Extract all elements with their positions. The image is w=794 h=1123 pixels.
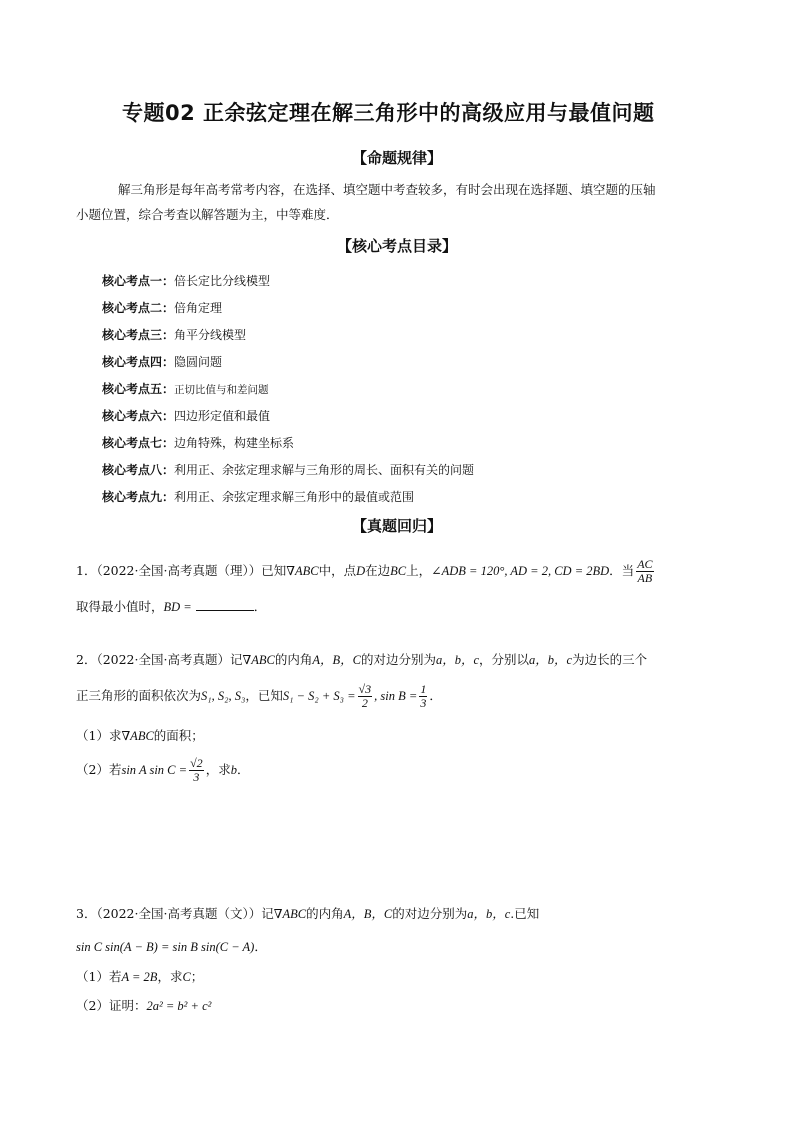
math-var: a，b，c <box>467 907 511 921</box>
catalog-item-label: 核心考点六： <box>102 409 175 423</box>
math-condition: sin A sin C = <box>121 763 188 777</box>
question-text: 的对边分别为 <box>392 906 468 921</box>
question-text: ． <box>429 688 442 703</box>
catalog-item-text: 倍长定比分线模型 <box>174 274 271 288</box>
math-var: C <box>182 970 191 984</box>
math-condition: 2a² = b² + c² <box>146 999 212 1013</box>
question-3-prefix: 3．（2022·全国·高考真题（文））记 <box>76 906 274 921</box>
question-text: 上， <box>406 563 432 578</box>
math-var: a，b，c <box>435 653 480 667</box>
question-2-prefix: 2．（2022·全国·高考真题）记 <box>76 652 243 667</box>
fraction-numerator: √2 <box>190 756 203 770</box>
catalog-item <box>102 407 270 424</box>
math-var: A，B，C <box>343 907 393 921</box>
fraction-denominator: 3 <box>193 770 200 784</box>
question-2-part2 <box>76 757 249 784</box>
math-var: BD = <box>163 600 192 614</box>
triangle-symbol: ∇ABC <box>242 653 275 667</box>
catalog-item-label: 核心考点九： <box>102 490 175 504</box>
fraction-1-3 <box>419 683 427 710</box>
question-text: 正三角形的面积依次为 <box>76 688 202 703</box>
catalog-item <box>102 353 222 370</box>
question-text: .已知 <box>510 906 540 921</box>
catalog-item-label: 核心考点一： <box>102 274 175 288</box>
question-text: ． <box>253 599 267 614</box>
catalog-item-text: 利用正、余弦定理求解三角形中的最值或范围 <box>174 490 415 504</box>
question-text: ，已知 <box>245 688 283 703</box>
fraction-denominator: AB <box>637 571 653 585</box>
catalog-item <box>102 299 222 316</box>
fraction-numerator: AC <box>637 557 653 571</box>
question-text: ． <box>236 762 250 777</box>
catalog-item <box>102 434 294 451</box>
math-var: D <box>356 564 366 578</box>
question-text: 的内角 <box>306 906 344 921</box>
fraction-denominator: 3 <box>420 696 427 710</box>
catalog-item-text: 利用正、余弦定理求解与三角形的周长、面积有关的问题 <box>174 463 475 477</box>
question-2-line1 <box>76 650 647 668</box>
catalog-item-label: 核心考点七： <box>102 436 175 450</box>
rule-paragraph-line2: 小题位置，综合考查以解答题为主，中等难度． <box>76 207 339 222</box>
catalog-item-text: 四边形定值和最值 <box>174 409 271 423</box>
fraction-denominator: 2 <box>361 696 368 710</box>
question-text: 在边 <box>365 563 391 578</box>
catalog-item-text: 倍角定理 <box>174 301 223 315</box>
question-2-part1 <box>76 726 204 744</box>
answer-blank[interactable] <box>196 598 254 611</box>
section-heading-rule: 【命题规律】 <box>351 149 442 167</box>
catalog-item-text: 隐圆问题 <box>174 355 223 369</box>
question-3-part2 <box>76 996 211 1014</box>
question-2-line2 <box>76 683 442 710</box>
question-3-part1 <box>76 967 203 985</box>
question-3-line1 <box>76 904 539 922</box>
math-condition: A = 2B <box>121 970 158 984</box>
question-text: （1）若 <box>76 969 122 984</box>
question-3-line2 <box>76 937 267 955</box>
page-title: 专题02 正余弦定理在解三角形中的高级应用与最值问题 <box>122 101 655 125</box>
question-text: （1）求 <box>76 728 122 743</box>
question-text: ，求 <box>205 762 231 777</box>
catalog-item-text: 边角特殊，构建坐标系 <box>174 436 295 450</box>
rule-paragraph-line1: 解三角形是每年高考常考内容，在选择、填空题中考查较多，有时会出现在选择题、填空题的压轴 <box>118 182 656 197</box>
math-condition: , sin B = <box>374 689 418 703</box>
math-var: S₁, S₂, S₃ <box>201 689 246 703</box>
question-text: 的对边分别为 <box>360 652 436 667</box>
question-1-line2 <box>76 597 266 615</box>
catalog-item-text: 正切比值与和差问题 <box>174 384 269 396</box>
fraction-ac-ab <box>636 558 653 585</box>
catalog-item <box>102 272 270 289</box>
math-var: b <box>230 763 237 777</box>
catalog-item <box>102 461 474 478</box>
question-text: ，分别以 <box>479 652 530 667</box>
fraction-sqrt3-2 <box>358 683 373 710</box>
math-condition: sin C sin(A − B) = sin B sin(C − A) <box>76 940 255 954</box>
section-heading-review: 【真题回归】 <box>351 517 442 535</box>
catalog-item <box>102 380 269 397</box>
catalog-item <box>102 326 246 343</box>
question-text: （2）若 <box>76 762 122 777</box>
question-text: 取得最小值时， <box>76 599 164 614</box>
question-text: ，求 <box>157 969 183 984</box>
question-text: 中，点 <box>318 563 357 578</box>
question-text: （2）证明： <box>76 998 147 1013</box>
math-condition: S₁ − S₂ + S₃ = <box>282 689 356 703</box>
catalog-item-label: 核心考点四： <box>102 355 175 369</box>
question-text: 的面积； <box>153 728 204 743</box>
fraction-numerator: 1 <box>420 682 427 696</box>
math-condition: ∠ADB = 120°, AD = 2, CD = 2BD <box>431 564 610 578</box>
math-var: a，b，c <box>529 653 573 667</box>
fraction-numerator: √3 <box>358 682 372 696</box>
section-heading-catalog: 【核心考点目录】 <box>336 237 457 255</box>
question-text: 为边长的三个 <box>572 652 648 667</box>
math-var: BC <box>390 564 407 578</box>
question-text: 的内角 <box>274 652 313 667</box>
catalog-item-label: 核心考点二： <box>102 301 175 315</box>
question-text: ．当 <box>609 563 635 578</box>
triangle-symbol: ∇ABC <box>121 729 154 743</box>
catalog-item-label: 核心考点三： <box>102 328 175 342</box>
question-text: ； <box>190 969 204 984</box>
fraction-sqrt2-3 <box>189 757 204 784</box>
triangle-symbol: ∇ABC <box>273 907 307 921</box>
question-text: ． <box>254 939 267 954</box>
catalog-item <box>102 488 414 505</box>
question-1-prefix: 1．（2022·全国·高考真题（理））已知 <box>76 563 287 578</box>
triangle-symbol: ∇ABC <box>286 564 319 578</box>
catalog-item-text: 角平分线模型 <box>174 328 247 342</box>
question-1-line1 <box>76 558 656 585</box>
catalog-item-label: 核心考点八： <box>102 463 175 477</box>
math-var: A，B，C <box>312 653 361 667</box>
catalog-item-label: 核心考点五： <box>102 382 175 396</box>
